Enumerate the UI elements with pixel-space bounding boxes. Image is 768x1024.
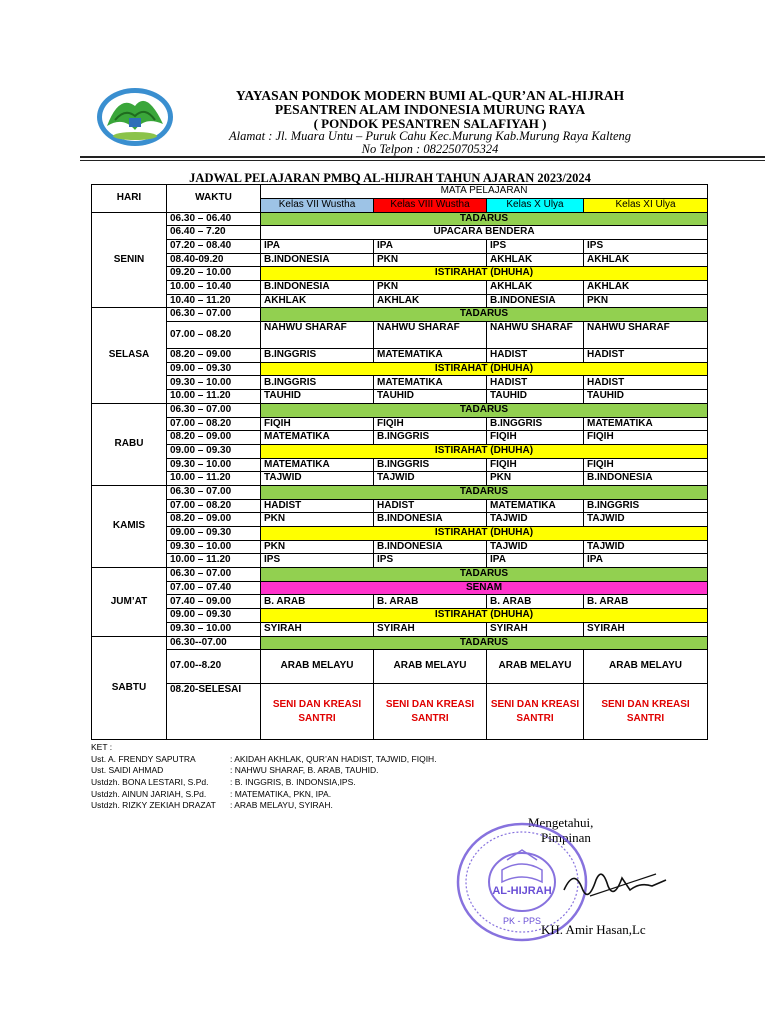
subject-cell: SYIRAH [261,622,374,636]
schedule-row [92,212,708,226]
activity-cell: TADARUS [261,485,708,499]
activity-cell: SENAM [261,581,708,595]
time-cell: 07.40 – 09.00 [167,595,261,609]
schedule-row [92,267,708,281]
header-foundation-name: YAYASAN PONDOK MODERN BUMI AL-QUR’AN AL-HIJRAH [235,88,625,103]
schedule-row [92,650,708,684]
subject-cell: SYIRAH [584,622,708,636]
subject-cell: TAJWID [584,540,708,554]
time-cell: 10.00 – 10.40 [167,281,261,295]
schedule-row [92,527,708,541]
subject-cell: TAJWID [261,472,374,486]
subject-cell: PKN [374,281,487,295]
subject-cell: SYIRAH [487,622,584,636]
schedule-row [92,322,708,349]
schedule-body [92,212,708,740]
schedule-row [92,362,708,376]
time-cell: 10.00 – 11.20 [167,554,261,568]
subject-cell: TAJWID [584,513,708,527]
header-kelas-vii: Kelas VII Wustha [261,198,374,212]
schedule-row [92,417,708,431]
header-kelas-viii: Kelas VIII Wustha [374,198,487,212]
subject-cell: HADIST [487,376,584,390]
time-cell: 10.40 – 11.20 [167,294,261,308]
teacher-subjects: : ARAB MELAYU, SYIRAH. [230,800,333,811]
schedule-row [92,485,708,499]
header-kelas-xi: Kelas XI Ulya [584,198,708,212]
subject-cell: MATEMATIKA [374,349,487,363]
schedule-row [92,513,708,527]
schedule-row [92,684,708,740]
subject-cell: B.INGGRIS [374,458,487,472]
schedule-row [92,308,708,322]
pimpinan-label: Pimpinan [541,830,591,845]
header-address: Alamat : Jl. Muara Untu – Puruk Cahu Kec.Murung Kab.Murung Raya Kalteng [228,129,632,143]
subject-cell: B. ARAB [374,595,487,609]
subject-cell: MATEMATIKA [261,431,374,445]
subject-cell: B.INDONESIA [261,281,374,295]
schedule-row [92,349,708,363]
subject-cell: NAHWU SHARAF [584,322,708,349]
time-cell: 08.20-SELESAI [167,684,261,740]
time-cell: 08.20 – 09.00 [167,513,261,527]
subject-cell: ARAB MELAYU [374,650,487,684]
day-cell: RABU [92,403,167,485]
schedule-row [92,444,708,458]
subject-cell: HADIST [374,499,487,513]
subject-cell: ARAB MELAYU [261,650,374,684]
time-cell: 09.30 – 10.00 [167,376,261,390]
subject-cell: PKN [584,294,708,308]
schedule-row [92,595,708,609]
legend-label: KET : [91,742,113,752]
subject-cell: B.INDONESIA [487,294,584,308]
time-cell: 06.30 – 07.00 [167,403,261,417]
subject-cell: FIQIH [487,431,584,445]
subject-cell: SENI DAN KREASI SANTRI [261,684,374,740]
header-hari: HARI [92,185,167,213]
subject-cell: TAUHID [487,390,584,404]
time-cell: 06.30 – 07.00 [167,568,261,582]
time-cell: 06.30 – 06.40 [167,212,261,226]
schedule-row [92,239,708,253]
activity-cell: TADARUS [261,568,708,582]
schedule-row [92,376,708,390]
subject-cell: TAJWID [374,472,487,486]
subject-cell: PKN [374,253,487,267]
teacher-subjects: : MATEMATIKA, PKN, IPA. [230,788,332,799]
activity-cell: ISTIRAHAT (DHUHA) [261,362,708,376]
schedule-row [92,472,708,486]
subject-cell: AKHLAK [487,281,584,295]
subject-cell: IPS [487,239,584,253]
schedule-row [92,458,708,472]
activity-cell: TADARUS [261,403,708,417]
subject-cell: B. ARAB [584,595,708,609]
activity-cell: TADARUS [261,636,708,650]
schedule-row [92,281,708,295]
subject-cell: PKN [261,540,374,554]
subject-cell: B.INGGRIS [584,499,708,513]
subject-cell: B.INDONESIA [374,513,487,527]
activity-cell: ISTIRAHAT (DHUHA) [261,444,708,458]
schedule-row [92,499,708,513]
schedule-row [92,636,708,650]
subject-cell: B.INGGRIS [374,431,487,445]
schedule-table [91,184,708,740]
schedule-title: JADWAL PELAJARAN PMBQ AL-HIJRAH TAHUN AJARAN 2023/2024 [189,171,591,185]
subject-cell: B.INGGRIS [261,349,374,363]
header-mata-pelajaran: MATA PELAJARAN [261,185,708,199]
subject-cell: MATEMATIKA [487,499,584,513]
time-cell: 06.40 – 7.20 [167,226,261,240]
time-cell: 07.00 – 08.20 [167,499,261,513]
schedule-row [92,226,708,240]
header-school-name: PESANTREN ALAM INDONESIA MURUNG RAYA [274,102,586,117]
subject-cell: MATEMATIKA [374,376,487,390]
subject-cell: NAHWU SHARAF [487,322,584,349]
subject-cell: TAUHID [584,390,708,404]
subject-cell: IPS [261,554,374,568]
header-divider [80,156,765,158]
time-cell: 06.30 – 07.00 [167,485,261,499]
subject-cell: AKHLAK [261,294,374,308]
schedule-row [92,294,708,308]
day-cell: SENIN [92,212,167,308]
teacher-subjects: : B. INGGRIS, B. INDONSIA,IPS. [230,777,356,788]
subject-cell: SENI DAN KREASI SANTRI [487,684,584,740]
time-cell: 09.20 – 10.00 [167,267,261,281]
time-cell: 07.00 – 08.20 [167,322,261,349]
schedule-row [92,568,708,582]
time-cell: 10.00 – 11.20 [167,390,261,404]
subject-cell: IPA [584,554,708,568]
subject-cell: B.INGGRIS [487,417,584,431]
subject-cell: ARAB MELAYU [487,650,584,684]
time-cell: 09.00 – 09.30 [167,444,261,458]
subject-cell: IPA [374,239,487,253]
teacher-subjects: : AKIDAH AKHLAK, QUR’AN HADIST, TAJWID, FIQIH. [230,753,437,764]
subject-cell: HADIST [584,349,708,363]
stamp-sub: PK - PPS [502,916,542,926]
day-cell: JUM’AT [92,568,167,636]
header-phone: No Telpon : 082250705324 [361,142,499,156]
subject-cell: B.INGGRIS [261,376,374,390]
stamp-label: AL-HIJRAH [492,885,552,897]
day-cell: SABTU [92,636,167,740]
subject-cell: B.INDONESIA [584,472,708,486]
time-cell: 09.30 – 10.00 [167,622,261,636]
time-cell: 07.00 – 08.20 [167,417,261,431]
activity-cell: TADARUS [261,308,708,322]
subject-cell: MATEMATIKA [584,417,708,431]
time-cell: 07.00 – 07.40 [167,581,261,595]
subject-cell: FIQIH [487,458,584,472]
subject-cell: FIQIH [584,431,708,445]
subject-cell: HADIST [487,349,584,363]
time-cell: 07.20 – 08.40 [167,239,261,253]
subject-cell: HADIST [261,499,374,513]
schedule-row [92,390,708,404]
subject-cell: MATEMATIKA [261,458,374,472]
schedule-row [92,554,708,568]
time-cell: 06.30--07.00 [167,636,261,650]
header-school-type: ( PONDOK PESANTREN SALAFIYAH ) [313,116,547,131]
teacher-subjects: : NAHWU SHARAF, B. ARAB, TAUHID. [230,765,379,776]
time-cell: 06.30 – 07.00 [167,308,261,322]
subject-cell: B.INDONESIA [261,253,374,267]
teacher-name: Ustdzh. AINUN JARIAH, S.Pd. [91,788,207,799]
subject-cell: SENI DAN KREASI SANTRI [374,684,487,740]
schedule-row [92,609,708,623]
time-cell: 08.40-09.20 [167,253,261,267]
mengetahui-label: Mengetahui, [528,815,594,830]
teacher-name: Ust. SAIDI AHMAD [91,765,164,776]
time-cell: 07.00--8.20 [167,650,261,684]
activity-cell: ISTIRAHAT (DHUHA) [261,527,708,541]
subject-cell: B. ARAB [261,595,374,609]
schedule-row [92,403,708,417]
activity-cell: TADARUS [261,212,708,226]
time-cell: 09.30 – 10.00 [167,540,261,554]
subject-cell: B. ARAB [487,595,584,609]
subject-cell: AKHLAK [584,281,708,295]
activity-cell: UPACARA BENDERA [261,226,708,240]
subject-cell: AKHLAK [584,253,708,267]
subject-cell: IPA [261,239,374,253]
day-cell: SELASA [92,308,167,403]
subject-cell: SYIRAH [374,622,487,636]
subject-cell: NAHWU SHARAF [261,322,374,349]
subject-cell: PKN [261,513,374,527]
teacher-name: Ustdzh. BONA LESTARI, S.Pd. [91,777,209,788]
teacher-name: Ustdzh. RIZKY ZEKIAH DRAZAT [91,800,216,811]
schedule-row [92,581,708,595]
time-cell: 09.00 – 09.30 [167,527,261,541]
schedule-row [92,622,708,636]
subject-cell: TAJWID [487,513,584,527]
activity-cell: ISTIRAHAT (DHUHA) [261,609,708,623]
signer-name: KH. Amir Hasan,Lc [541,922,646,937]
subject-cell: B.INDONESIA [374,540,487,554]
time-cell: 08.20 – 09.00 [167,431,261,445]
header-kelas-x: Kelas X Ulya [487,198,584,212]
header-waktu: WAKTU [167,185,261,213]
subject-cell: HADIST [584,376,708,390]
subject-cell: IPS [584,239,708,253]
day-cell: KAMIS [92,485,167,567]
subject-cell: PKN [487,472,584,486]
subject-cell: SENI DAN KREASI SANTRI [584,684,708,740]
subject-cell: AKHLAK [487,253,584,267]
header-divider-thin [80,160,765,161]
schedule-row [92,431,708,445]
subject-cell: TAUHID [374,390,487,404]
time-cell: 09.00 – 09.30 [167,609,261,623]
schedule-row [92,253,708,267]
time-cell: 08.20 – 09.00 [167,349,261,363]
schedule-row [92,540,708,554]
time-cell: 09.30 – 10.00 [167,458,261,472]
teacher-name: Ust. A. FRENDY SAPUTRA [91,753,196,764]
subject-cell: FIQIH [584,458,708,472]
subject-cell: TAUHID [261,390,374,404]
time-cell: 09.00 – 09.30 [167,362,261,376]
subject-cell: ARAB MELAYU [584,650,708,684]
subject-cell: AKHLAK [374,294,487,308]
subject-cell: FIQIH [261,417,374,431]
signature [560,860,670,910]
subject-cell: NAHWU SHARAF [374,322,487,349]
activity-cell: ISTIRAHAT (DHUHA) [261,267,708,281]
time-cell: 10.00 – 11.20 [167,472,261,486]
subject-cell: FIQIH [374,417,487,431]
subject-cell: IPS [374,554,487,568]
foundation-logo [95,86,175,148]
subject-cell: IPA [487,554,584,568]
subject-cell: TAJWID [487,540,584,554]
